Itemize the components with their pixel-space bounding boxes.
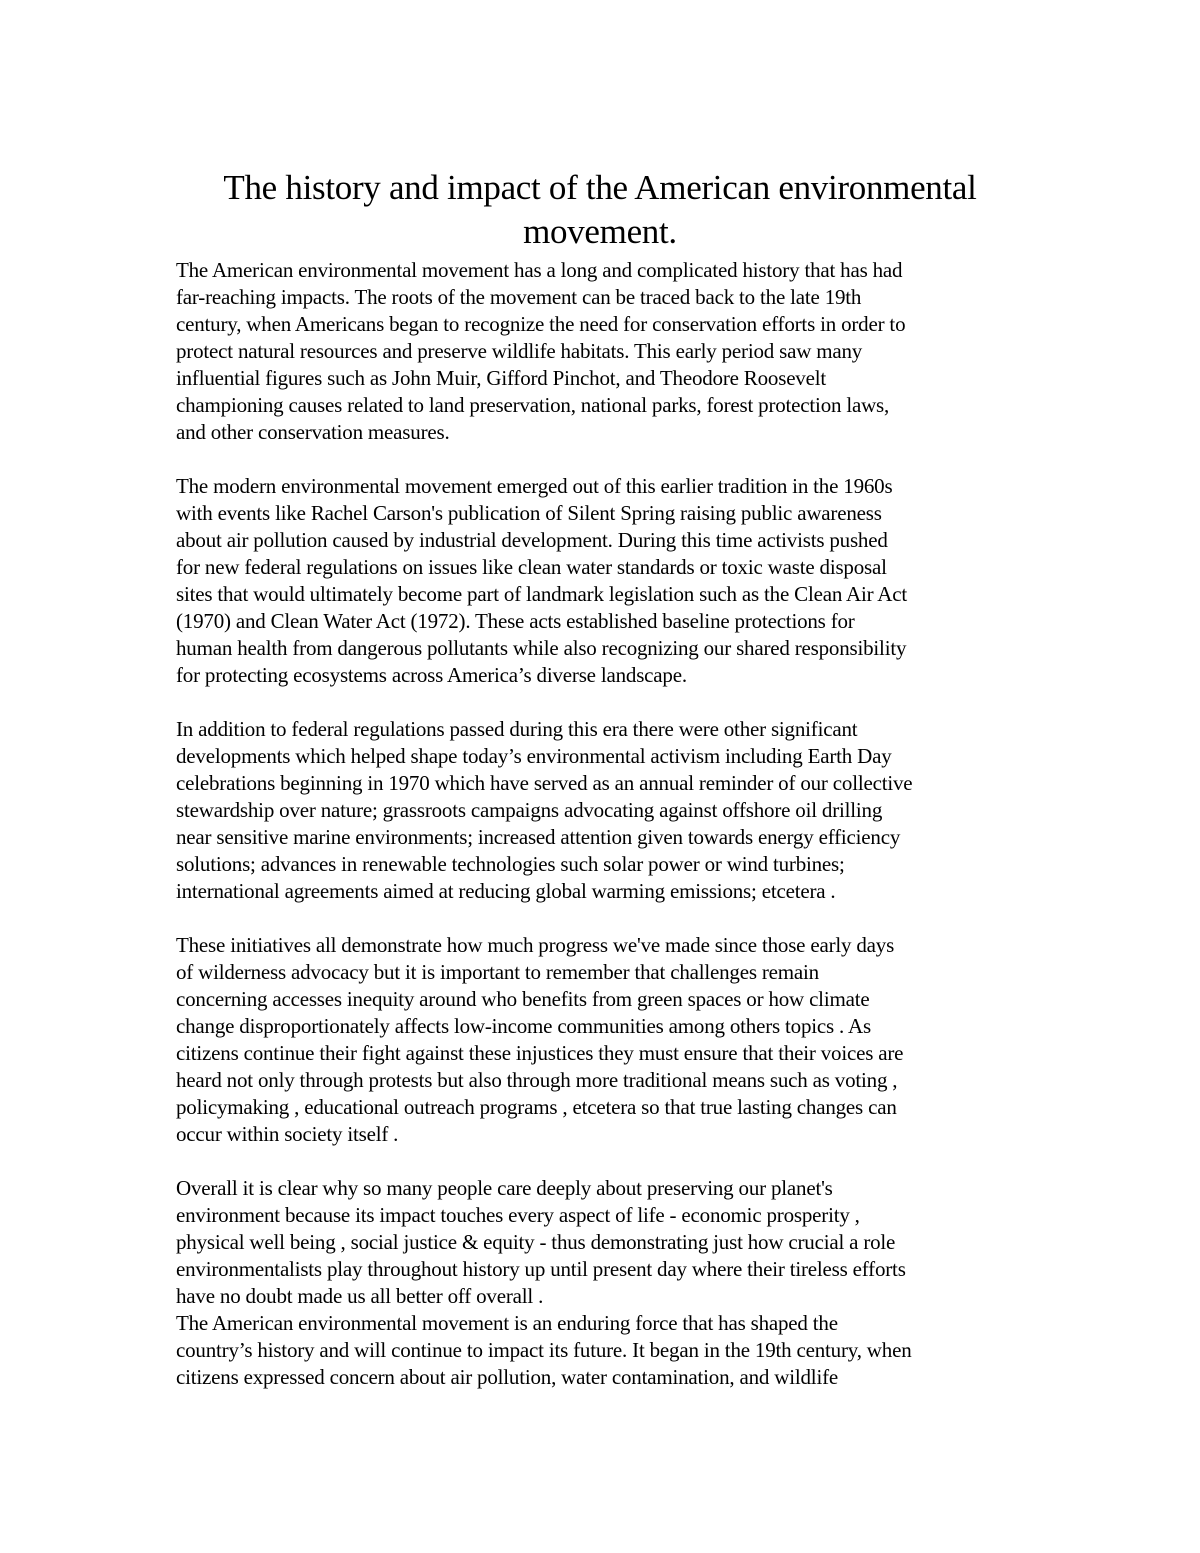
paragraph-2: The modern environmental movement emerged out of this earlier tradition in the 1960s with events like Rachel Carson's publication of Silent Spring raising public awareness about air pollution caused by industrial development. During this time activists pushed for new federal regulations on issues like clean water standards or toxic waste disposal sites that would ultimately become part of landmark legislation such as the Clean Air Act (1970) and Clean Water Act (1972). These acts established baseline protections for human health from dangerous pollutants while also recognizing our shared responsibility for protecting ecosystems across America’s diverse landscape. xyxy=(176,474,908,687)
document-title: The history and impact of the American environmental movement. xyxy=(223,168,977,251)
paragraph-6: The American environmental movement is an enduring force that has shaped the country’s history and will continue to impact its future. It began in the 19th century, when citizens expressed concern about air pollution, water contamination, and wildlife xyxy=(176,1311,912,1389)
paragraph-4: These initiatives all demonstrate how much progress we've made since those early days of wilderness advocacy but it is important to remember that challenges remain concerning accesses inequity around who benefits from green spaces or how climate change disproportionately affects low-income communities among others topics . As citizens continue their fight against these injustices they must ensure that their voices are heard not only through protests but also through more traditional means such as voting , policymaking , educational outreach programs , etcetera so that true lasting changes can occur within society itself . xyxy=(176,933,904,1146)
paragraph-1: The American environmental movement has a long and complicated history that has had far-reaching impacts. The roots of the movement can be traced back to the late 19th century, when Americans began to recognize the need for conservation efforts in order to protect natural resources and preserve wildlife habitats. This early period saw many influential figures such as John Muir, Gifford Pinchot, and Theodore Roosevelt championing causes related to land preservation, national parks, forest protection laws, and other conservation measures. xyxy=(176,258,906,444)
paragraph-5: Overall it is clear why so many people care deeply about preserving our planet's environment because its impact touches every aspect of life - economic prosperity , physical well being , social justice & equity - thus demonstrating just how crucial a role environmentalists play throughout history up until present day where their tireless efforts have no doubt made us all better off overall . xyxy=(176,1176,906,1308)
document-body xyxy=(176,257,1036,1391)
paragraph-3: In addition to federal regulations passed during this era there were other significant developments which helped shape today’s environmental activism including Earth Day celebrations beginning in 1970 which have served as an annual reminder of our collective stewardship over nature; grassroots campaigns advocating against offshore oil drilling near sensitive marine environments; increased attention given towards energy efficiency solutions; advances in renewable technologies such solar power or wind turbines; international agreements aimed at reducing global warming emissions; etcetera . xyxy=(176,717,913,903)
